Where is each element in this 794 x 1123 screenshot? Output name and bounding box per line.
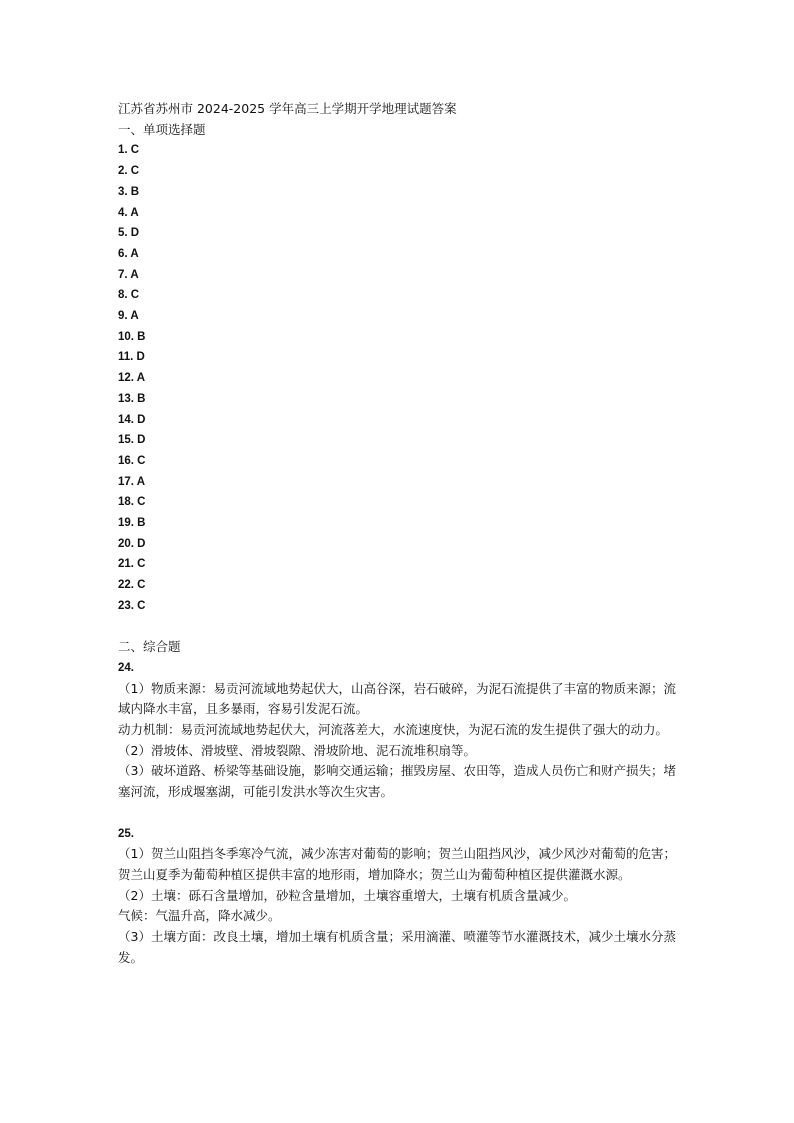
answer-item: 10. B [118, 330, 146, 343]
spacer [118, 617, 678, 638]
question-24 [118, 658, 678, 803]
question-number: 24. [118, 661, 134, 674]
answer-paragraph: （3）破坏道路、桥梁等基础设施，影响交通运输；摧毁房屋、农田等，造成人员伤亡和财产损失；堵塞河流，形成堰塞湖，可能引发洪水等次生灾害。 [118, 763, 676, 800]
answer-list [118, 140, 678, 616]
answer-item: 22. C [118, 579, 146, 592]
answer-item: 21. C [118, 558, 146, 571]
section2-heading: 二、综合题 [118, 639, 181, 655]
answer-item: 17. A [118, 475, 146, 488]
answer-paragraph: （1）物质来源：易贡河流域地势起伏大，山高谷深，岩石破碎，为泥石流提供了丰富的物质来源；流域内降水丰富，且多暴雨，容易引发泥石流。 [118, 680, 676, 717]
answer-item: 7. A [118, 268, 139, 281]
answer-item: 20. D [118, 537, 146, 550]
answer-item: 12. A [118, 372, 146, 385]
answer-item: 6. A [118, 247, 139, 260]
answer-item: 16. C [118, 454, 146, 467]
answer-item: 18. C [118, 496, 146, 509]
answer-item: 5. D [118, 227, 140, 240]
document-title: 江苏省苏州市 2024-2025 学年高三上学期开学地理试题答案 [118, 101, 457, 116]
answer-paragraph: （3）土壤方面：改良土壤，增加土壤有机质含量；采用滴灌、喷灌等节水灌溉技术，减少土壤水分蒸发。 [118, 929, 676, 965]
answer-paragraph: （2）滑坡体、滑坡壁、滑坡裂隙、滑坡阶地、泥石流堆积扇等。 [118, 742, 476, 758]
answer-paragraph: 动力机制：易贡河流域地势起伏大，河流落差大，水流速度快，为泥石流的发生提供了强大的动力。 [118, 722, 669, 738]
question-25 [118, 824, 678, 969]
answer-item: 13. B [118, 392, 146, 405]
answer-item: 14. D [118, 413, 146, 426]
question-number: 25. [118, 827, 134, 840]
spacer [118, 803, 678, 824]
answer-item: 1. C [118, 144, 140, 157]
answer-item: 19. B [118, 517, 146, 530]
answer-item: 11. D [118, 351, 145, 364]
answer-item: 9. A [118, 310, 139, 323]
answer-paragraph: （2）土壤：砾石含量增加，砂粒含量增加，土壤容重增大，土壤有机质含量减少。 [118, 887, 576, 903]
answer-paragraph: 气候：气温升高，降水减少。 [118, 908, 281, 924]
section1-heading: 一、单项选择题 [118, 121, 206, 137]
answer-paragraph: （1）贺兰山阻挡冬季寒冷气流，减少冻害对葡萄的影响；贺兰山阻挡风沙，减少风沙对葡萄的危害；贺兰山夏季为葡萄种植区提供丰富的地形雨，增加降水；贺兰山为葡萄种植区提供灌溉水源。 [118, 846, 676, 882]
answer-item: 4. A [118, 206, 139, 219]
answer-item: 15. D [118, 434, 146, 447]
answer-item: 3. B [118, 185, 140, 198]
answer-item: 8. C [118, 289, 140, 302]
answer-item: 2. C [118, 165, 140, 178]
answer-item: 23. C [118, 599, 146, 612]
answer-document [118, 99, 678, 969]
